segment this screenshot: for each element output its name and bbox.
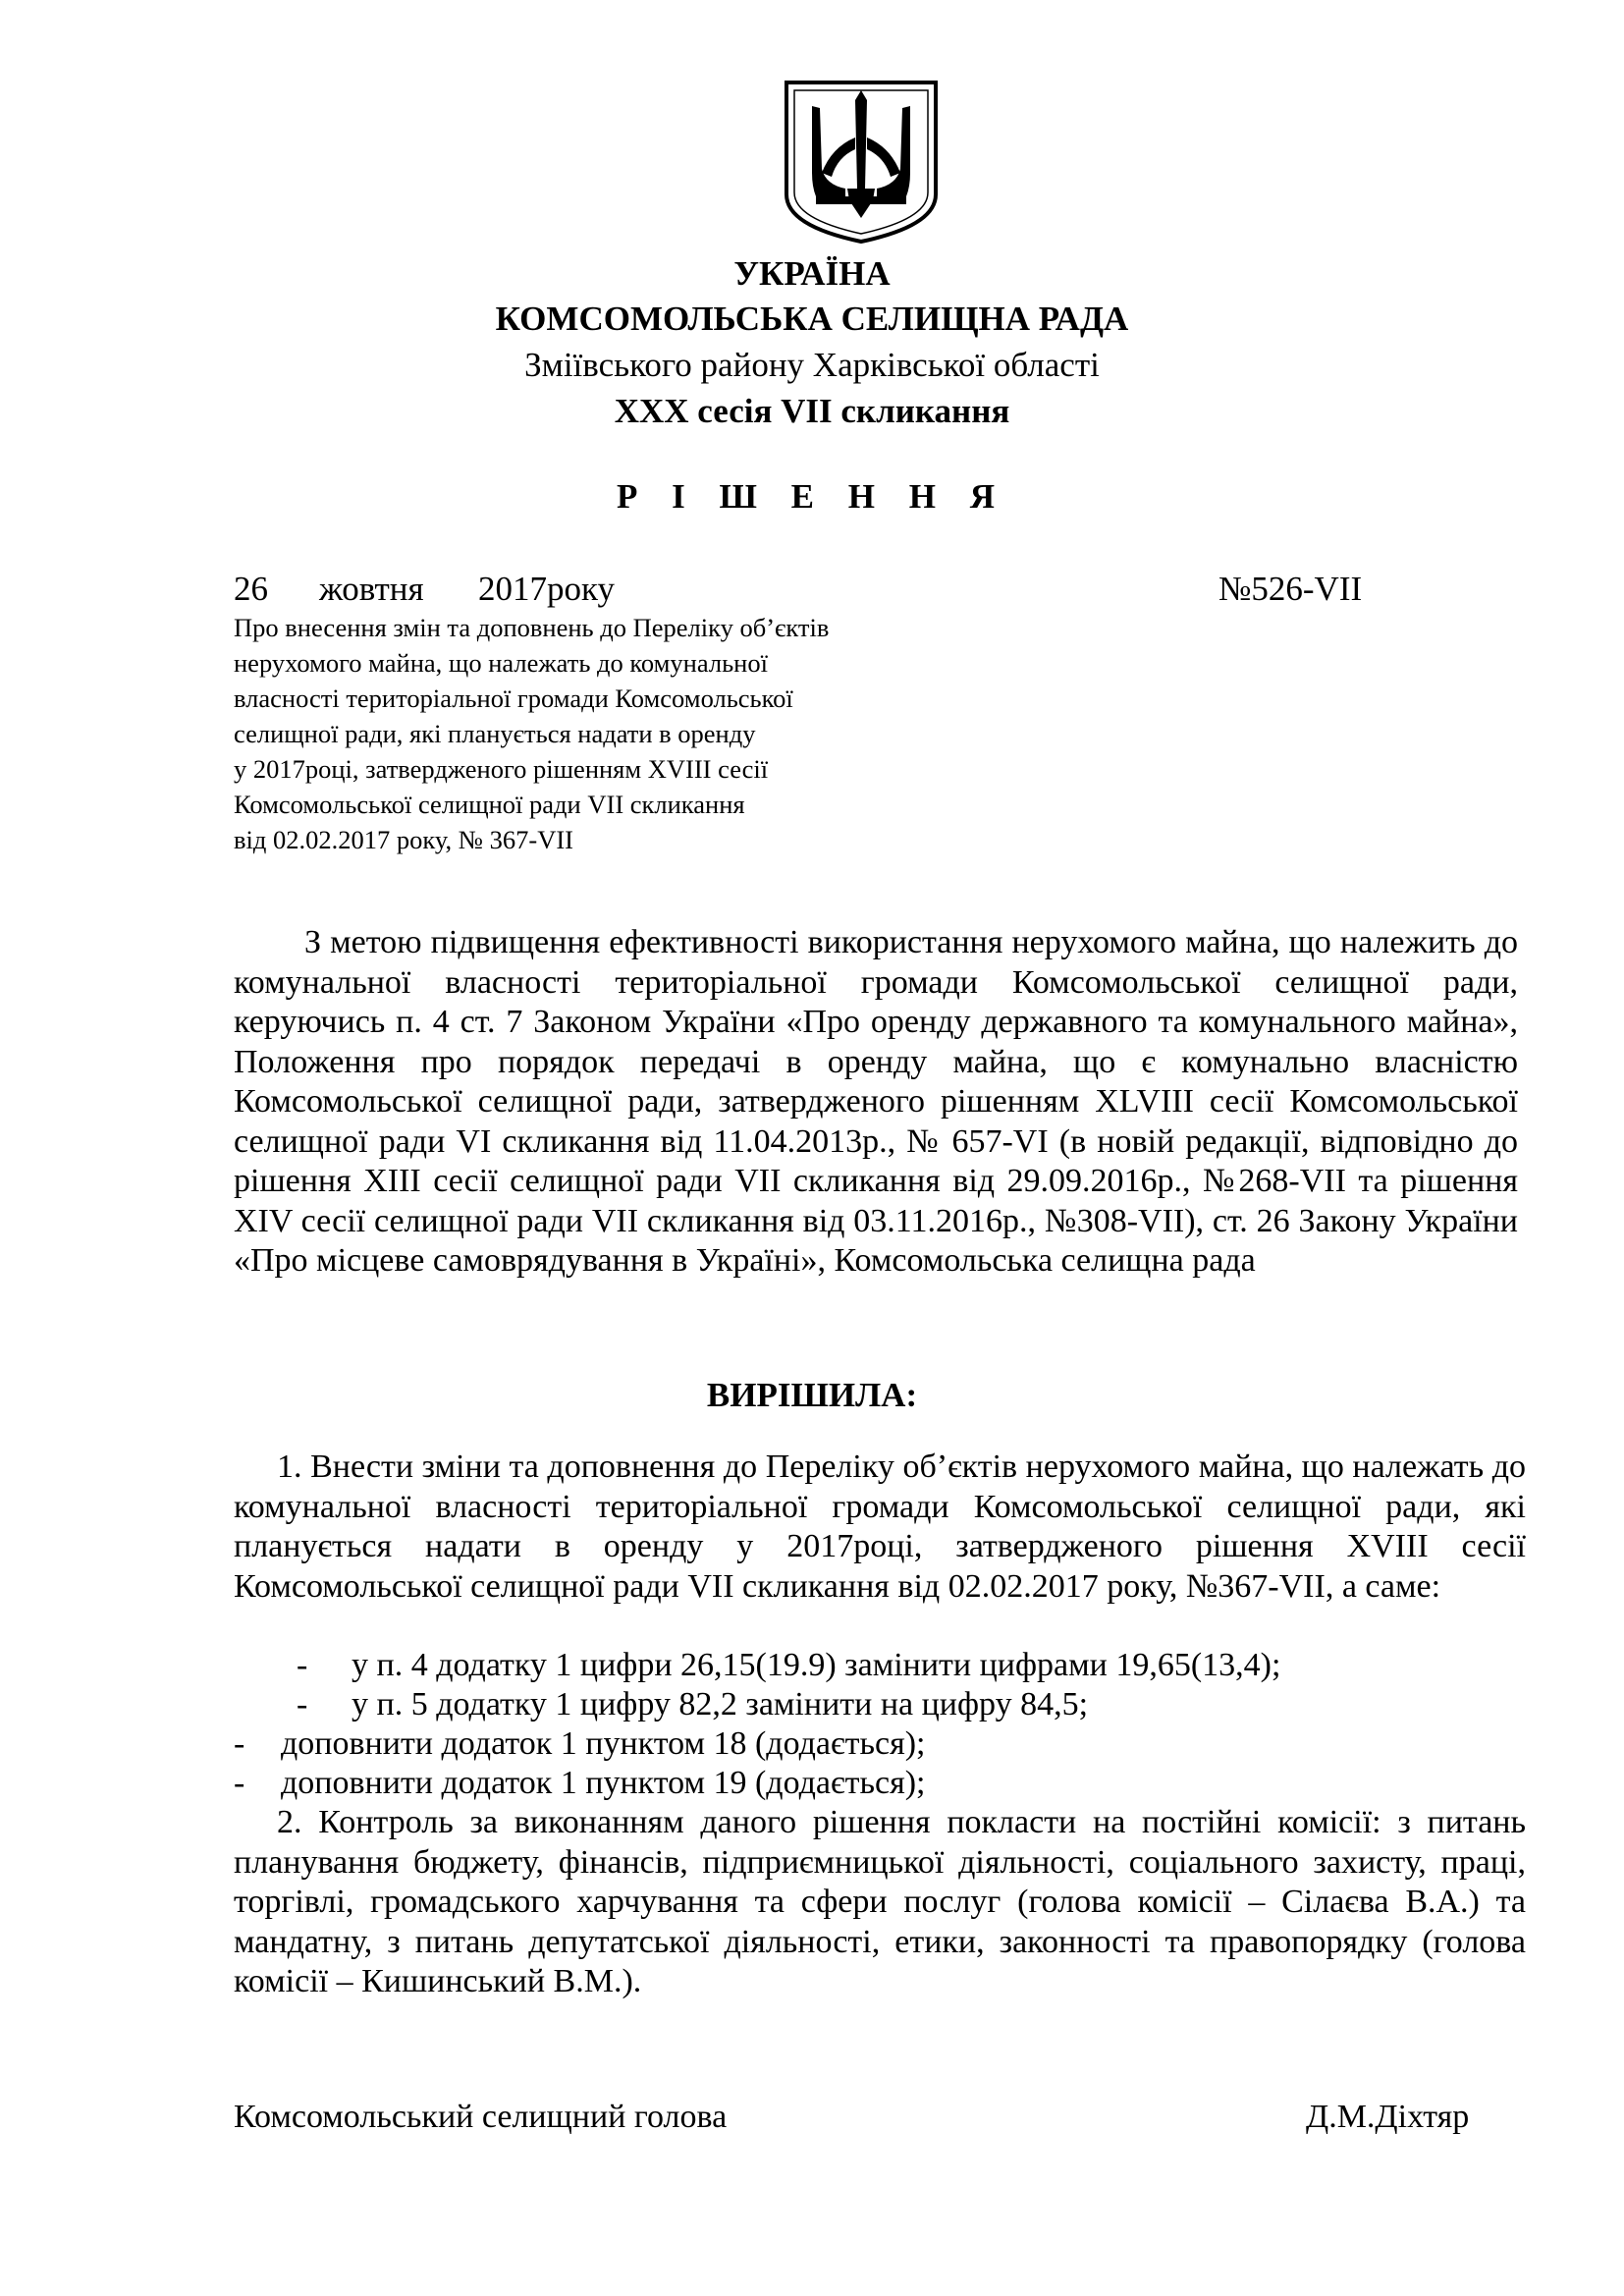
- session-title: XXX сесія VII скликання: [614, 392, 1010, 430]
- document-type-title: Р І Ш Е Н Н Я: [616, 477, 1007, 516]
- decision-item-2: 2. Контроль за виконанням даного рішення покласти на постійні комісії: з питань планування бюджету, фінансів, підприємницької діяльності, соціального захисту, праці, торгівлі, громадського харчування та сфери послуг (голова комісії – Сілаєва В.А.) та мандатну, з питань депутатської діяльності, етики, законності та правопорядку (голова комісії – Кишинський В.М.).: [234, 1804, 1526, 1999]
- amendment-line-1: у п. 4 додатку 1 цифри 26,15(19.9) замінити цифрами 19,65(13,4);: [352, 1647, 1281, 1683]
- decision-item-1: 1. Внести зміни та доповнення до Переліку об’єктів нерухомого майна, що належать до комунальної власності територіальної громади Комсомольської селищної ради, які планується надати в оренду у 2017році, затвердженого рішення XVIII сесії Комсомольської селищної ради VII скликання від 02.02.2017 року, №367-VII, а саме:: [234, 1449, 1526, 1605]
- subject-line: Комсомольської селищної ради VII скликання: [234, 790, 745, 819]
- subject-line: від 02.02.2017 року, № 367-VII: [234, 825, 573, 854]
- date-year: 2017року: [478, 570, 616, 608]
- amendment-line-3: доповнити додаток 1 пунктом 18 (додається);: [281, 1725, 926, 1762]
- council-name: КОМСОМОЛЬСЬКА СЕЛИЩНА РАДА: [495, 300, 1129, 338]
- dash-marker: -: [297, 1686, 308, 1722]
- district-name: Зміївського району Харківської області: [524, 346, 1100, 384]
- coat-of-arms-icon: [783, 79, 940, 246]
- amendment-line-4: доповнити додаток 1 пунктом 19 (додається);: [281, 1765, 926, 1801]
- dash-marker: -: [234, 1765, 245, 1801]
- dash-marker: -: [297, 1647, 308, 1683]
- signatory-position: Комсомольський селищний голова: [234, 2099, 728, 2135]
- amendment-line-2: у п. 5 додатку 1 цифру 82,2 замінити на цифру 84,5;: [352, 1686, 1089, 1722]
- subject-line: власності територіальної громади Комсомольської: [234, 683, 793, 713]
- decision-number: №526-VII: [1218, 570, 1363, 608]
- subject-line: Про внесення змін та доповнень до Переліку об’єктів: [234, 613, 830, 642]
- preamble-paragraph: З метою підвищення ефективності використання нерухомого майна, що належить до комунальної власності територіальної громади Комсомольської селищної ради, керуючись п. 4 ст. 7 Законом України «Про оренду державного та комунального майна», Положення про порядок передачі в оренду майна, що є комунально власністю Комсомольської селищної ради, затвердженого рішенням XLVIII сесії Комсомольської селищної ради VI скликання від 11.04.2013р., № 657-VI (в новій редакції, відповідно до рішення XIII сесії селищної ради VII скликання від 29.09.2016р., №268-VII та рішення XIV сесії селищної ради VII скликання від 03.11.2016р., №308-VII), ст. 26 Закону України «Про місцеве самоврядування в Україні», Комсомольська селищна рада: [234, 924, 1518, 1279]
- country-name: УКРАЇНА: [733, 254, 891, 293]
- subject-line: селищної ради, які планується надати в оренду: [234, 719, 756, 748]
- decided-heading: ВИРІШИЛА:: [706, 1376, 918, 1414]
- subject-line: нерухомого майна, що належать до комунальної: [234, 648, 768, 678]
- dash-marker: -: [234, 1725, 245, 1762]
- date-day: 26: [234, 570, 268, 608]
- decision-subject: [234, 610, 1019, 857]
- subject-line: у 2017році, затвердженого рішенням XVIII сесії: [234, 754, 769, 784]
- date-month: жовтня: [319, 570, 424, 608]
- signatory-name: Д.М.Діхтяр: [1306, 2099, 1470, 2135]
